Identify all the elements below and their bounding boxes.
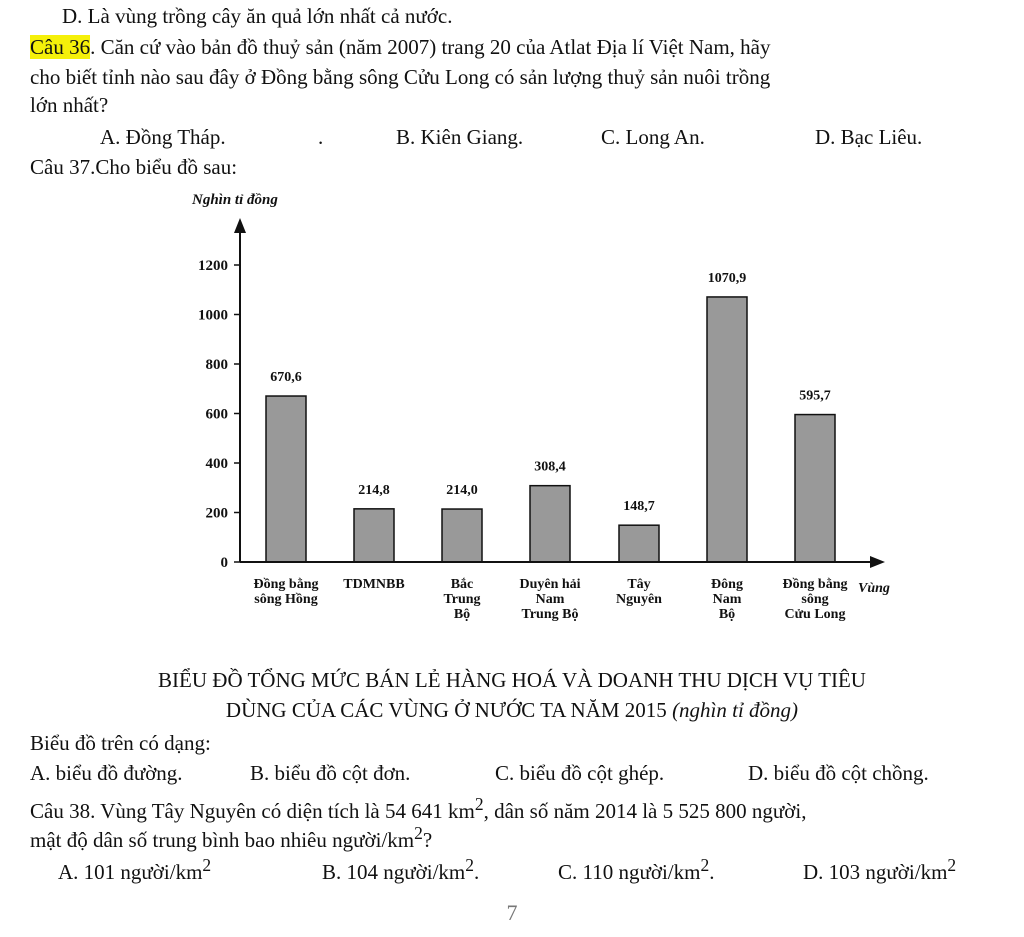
category-label: Duyên hải xyxy=(519,577,581,592)
question-37-option-b: B. biểu đồ cột đơn. xyxy=(250,761,411,785)
category-label: Bắc xyxy=(450,577,474,592)
question-36-stray-dot: . xyxy=(318,125,324,149)
question-38-options xyxy=(0,851,1024,884)
y-tick-label: 600 xyxy=(205,406,228,423)
question-36-label: Câu 36 xyxy=(30,35,91,59)
category-label: TDMNBB xyxy=(343,577,405,592)
question-38-option-a: A. 101 người/$km^2$ xyxy=(58,855,212,884)
bar-value-label: 214,0 xyxy=(446,483,478,499)
question-37-option-c: C. biểu đồ cột ghép. xyxy=(495,761,665,785)
bar-chart xyxy=(170,185,910,645)
bar xyxy=(442,509,482,562)
category-label: Đồng bằng xyxy=(782,577,848,592)
category-label: sông Hồng xyxy=(254,592,318,607)
bar xyxy=(530,486,570,562)
y-axis-arrow xyxy=(234,218,246,233)
question-38-line-2 xyxy=(30,819,1004,854)
question-38-text-1b: , dân số năm 2014 là 5 525 800 người, xyxy=(483,799,807,823)
question-38-option-d: D. 103 người/$km^2$ xyxy=(803,855,957,884)
question-36-line-1 xyxy=(30,33,1004,61)
chart-caption-main: DÙNG CỦA CÁC VÙNG Ở NƯỚC TA NĂM 2015 xyxy=(225,698,673,722)
bar xyxy=(354,509,394,562)
question-36-option-a: A. Đồng Tháp. xyxy=(100,125,226,149)
category-label: Nam xyxy=(712,592,742,607)
y-tick-label: 1200 xyxy=(198,258,228,274)
chart-caption-unit: (nghìn tỉ đồng) xyxy=(672,698,799,722)
x-axis-label: Vùng xyxy=(858,581,890,596)
bar-value-label: 214,8 xyxy=(358,482,390,498)
question-37-line: Câu 37.Cho biểu đồ sau: xyxy=(30,155,238,179)
question-38-text-1a: Câu 38. Vùng Tây Nguyên có diện tích là 54 641 km xyxy=(30,799,475,823)
bar-value-label: 148,7 xyxy=(623,499,655,515)
category-label: Nguyên xyxy=(616,592,662,607)
bar-value-label: 670,6 xyxy=(270,370,302,386)
bar xyxy=(707,297,747,562)
question-36-option-b: B. Kiên Giang. xyxy=(396,125,524,149)
chart-caption-line-2 xyxy=(0,696,1024,724)
question-37-options xyxy=(0,759,1024,787)
bar-value-label: 308,4 xyxy=(534,459,566,475)
category-label: Nam xyxy=(535,592,565,607)
superscript-2: 2 xyxy=(414,823,423,843)
question-37-option-a: A. biểu đồ đường. xyxy=(30,761,183,785)
question-36-line-3: lớn nhất? xyxy=(30,93,109,117)
bar-value-label: 1070,9 xyxy=(707,270,747,286)
question-38-text-2a: mật độ dân số trung bình bao nhiêu người/km xyxy=(30,828,415,852)
answer-option-d-prev: D. Là vùng trồng cây ăn quả lớn nhất cả nước. xyxy=(62,4,453,28)
y-tick-label: 0 xyxy=(220,555,228,571)
superscript-2: 2 xyxy=(474,794,484,814)
question-36-option-c: C. Long An. xyxy=(601,125,705,149)
y-tick-label: 400 xyxy=(205,456,228,472)
question-36-option-d: D. Bạc Liêu. xyxy=(815,125,923,149)
category-label: Bộ xyxy=(453,607,471,622)
question-36-line-2: cho biết tỉnh nào sau đây ở Đồng bằng sông Cửu Long có sản lượng thuỷ sản nuôi trồng xyxy=(30,65,771,89)
page-number: 7 xyxy=(506,900,518,925)
category-label: Tây xyxy=(627,577,651,592)
category-label: Cửu Long xyxy=(784,607,846,622)
category-label: Trung xyxy=(443,592,481,607)
category-label: sông xyxy=(801,592,829,607)
question-37-stem: Biểu đồ trên có dạng: xyxy=(30,731,211,755)
category-label: Bộ xyxy=(718,607,736,622)
bar xyxy=(266,396,306,562)
y-tick-label: 200 xyxy=(205,505,228,522)
bar xyxy=(795,415,835,562)
category-label: Đông xyxy=(711,577,743,592)
category-label: Trung Bộ xyxy=(521,607,579,622)
x-axis-arrow xyxy=(870,556,885,568)
y-axis-label: Nghìn tỉ đồng xyxy=(192,192,278,208)
bar-value-label: 595,7 xyxy=(799,388,831,404)
question-38-option-b: B. 104 người/$km^2$. xyxy=(322,855,480,884)
category-label: Đồng bằng xyxy=(253,577,319,592)
question-36-options xyxy=(0,123,1024,151)
y-tick-label: 800 xyxy=(205,357,228,373)
question-38-option-c: C. 110 người/$km^2$. xyxy=(558,855,715,884)
question-37-option-d: D. biểu đồ cột chồng. xyxy=(748,761,929,785)
y-tick-label: 1000 xyxy=(198,307,228,324)
question-38-text-2b: ? xyxy=(422,828,433,852)
question-36-text-1: . Căn cứ vào bản đồ thuỷ sản (năm 2007) trang 20 của Atlat Địa lí Việt Nam, hãy xyxy=(90,35,771,59)
bar xyxy=(619,525,659,562)
chart-caption-line-1: BIỂU ĐỒ TỔNG MỨC BÁN LẺ HÀNG HOÁ VÀ DOANH THU DỊCH VỤ TIÊU xyxy=(158,668,866,692)
